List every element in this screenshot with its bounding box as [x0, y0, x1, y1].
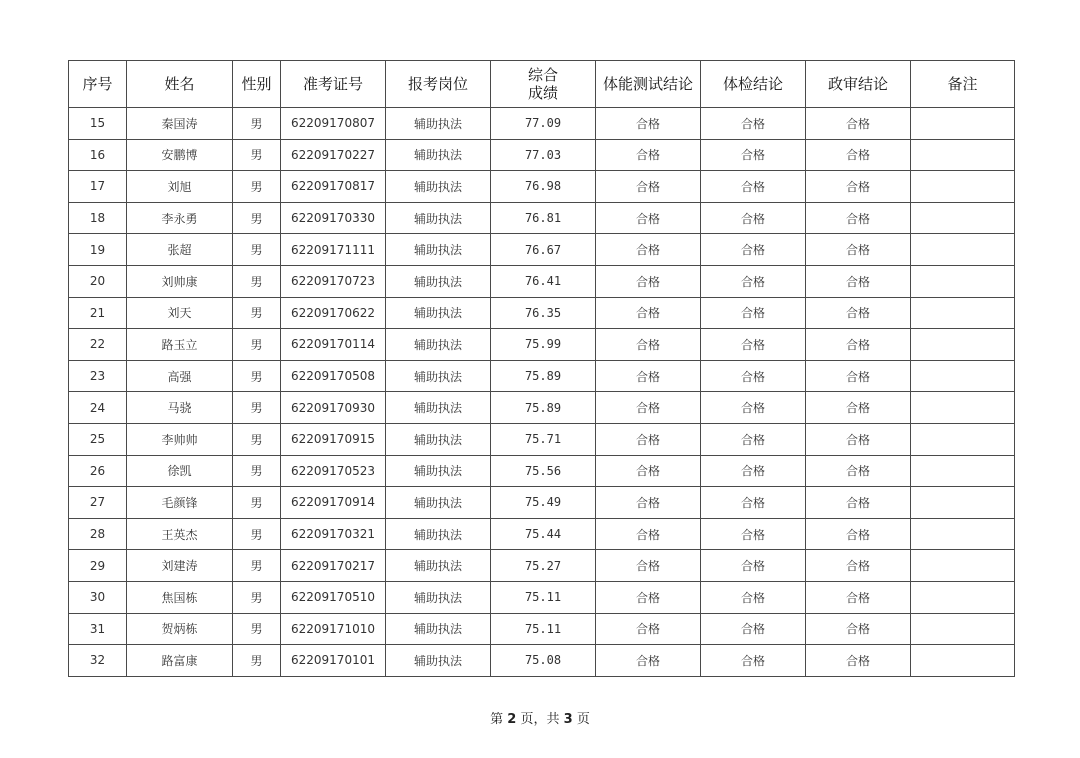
cell-seq: 27 [69, 487, 127, 519]
cell-medical: 合格 [701, 518, 806, 550]
cell-seq: 23 [69, 360, 127, 392]
cell-fitness: 合格 [596, 613, 701, 645]
cell-remarks [911, 392, 1015, 424]
cell-score: 75.56 [491, 455, 596, 487]
cell-remarks [911, 171, 1015, 203]
cell-remarks [911, 423, 1015, 455]
cell-position: 辅助执法 [386, 423, 491, 455]
header-seq: 序号 [69, 61, 127, 108]
cell-seq: 28 [69, 518, 127, 550]
cell-political: 合格 [806, 360, 911, 392]
header-gender: 性别 [233, 61, 281, 108]
cell-name: 焦国栋 [127, 581, 233, 613]
cell-remarks [911, 202, 1015, 234]
cell-political: 合格 [806, 645, 911, 677]
cell-medical: 合格 [701, 139, 806, 171]
cell-exam-id: 62209170321 [281, 518, 386, 550]
cell-name: 刘建涛 [127, 550, 233, 582]
cell-gender: 男 [233, 360, 281, 392]
table-row [69, 487, 1015, 519]
table-row [69, 423, 1015, 455]
cell-exam-id: 62209170807 [281, 108, 386, 140]
cell-gender: 男 [233, 392, 281, 424]
cell-medical: 合格 [701, 455, 806, 487]
cell-position: 辅助执法 [386, 581, 491, 613]
cell-exam-id: 62209170523 [281, 455, 386, 487]
cell-score: 75.11 [491, 581, 596, 613]
cell-medical: 合格 [701, 234, 806, 266]
cell-name: 路富康 [127, 645, 233, 677]
cell-gender: 男 [233, 234, 281, 266]
cell-exam-id: 62209170330 [281, 202, 386, 234]
cell-medical: 合格 [701, 613, 806, 645]
cell-position: 辅助执法 [386, 108, 491, 140]
cell-exam-id: 62209171111 [281, 234, 386, 266]
cell-gender: 男 [233, 645, 281, 677]
cell-fitness: 合格 [596, 360, 701, 392]
cell-fitness: 合格 [596, 329, 701, 361]
cell-gender: 男 [233, 265, 281, 297]
cell-exam-id: 62209170723 [281, 265, 386, 297]
cell-position: 辅助执法 [386, 265, 491, 297]
results-table [68, 60, 1015, 677]
cell-score: 75.44 [491, 518, 596, 550]
cell-fitness: 合格 [596, 392, 701, 424]
cell-seq: 16 [69, 139, 127, 171]
cell-gender: 男 [233, 171, 281, 203]
cell-fitness: 合格 [596, 234, 701, 266]
header-position: 报考岗位 [386, 61, 491, 108]
cell-score: 76.67 [491, 234, 596, 266]
cell-score: 75.71 [491, 423, 596, 455]
cell-fitness: 合格 [596, 202, 701, 234]
table-row [69, 297, 1015, 329]
cell-fitness: 合格 [596, 139, 701, 171]
cell-position: 辅助执法 [386, 171, 491, 203]
cell-remarks [911, 329, 1015, 361]
cell-medical: 合格 [701, 297, 806, 329]
cell-score: 77.03 [491, 139, 596, 171]
cell-position: 辅助执法 [386, 139, 491, 171]
cell-seq: 26 [69, 455, 127, 487]
header-political: 政审结论 [806, 61, 911, 108]
cell-score: 76.81 [491, 202, 596, 234]
cell-position: 辅助执法 [386, 645, 491, 677]
cell-fitness: 合格 [596, 297, 701, 329]
cell-position: 辅助执法 [386, 202, 491, 234]
cell-exam-id: 62209170622 [281, 297, 386, 329]
footer-middle: 页，共 [520, 712, 560, 727]
cell-name: 秦国涛 [127, 108, 233, 140]
cell-name: 徐凯 [127, 455, 233, 487]
footer-prefix: 第 [490, 712, 504, 727]
cell-gender: 男 [233, 518, 281, 550]
cell-score: 77.09 [491, 108, 596, 140]
cell-seq: 18 [69, 202, 127, 234]
cell-name: 李永勇 [127, 202, 233, 234]
cell-political: 合格 [806, 581, 911, 613]
table-row [69, 329, 1015, 361]
cell-position: 辅助执法 [386, 360, 491, 392]
cell-gender: 男 [233, 613, 281, 645]
cell-gender: 男 [233, 455, 281, 487]
cell-name: 毛颜锋 [127, 487, 233, 519]
cell-fitness: 合格 [596, 423, 701, 455]
header-fitness: 体能测试结论 [596, 61, 701, 108]
cell-political: 合格 [806, 518, 911, 550]
cell-fitness: 合格 [596, 265, 701, 297]
cell-medical: 合格 [701, 202, 806, 234]
cell-score: 75.08 [491, 645, 596, 677]
cell-position: 辅助执法 [386, 329, 491, 361]
cell-exam-id: 62209170114 [281, 329, 386, 361]
cell-position: 辅助执法 [386, 392, 491, 424]
header-exam-id: 准考证号 [281, 61, 386, 108]
cell-remarks [911, 234, 1015, 266]
cell-seq: 20 [69, 265, 127, 297]
cell-score: 75.99 [491, 329, 596, 361]
cell-name: 马骁 [127, 392, 233, 424]
cell-medical: 合格 [701, 487, 806, 519]
cell-remarks [911, 108, 1015, 140]
cell-seq: 32 [69, 645, 127, 677]
cell-gender: 男 [233, 581, 281, 613]
cell-gender: 男 [233, 139, 281, 171]
cell-gender: 男 [233, 423, 281, 455]
cell-political: 合格 [806, 202, 911, 234]
cell-political: 合格 [806, 423, 911, 455]
table-row [69, 265, 1015, 297]
header-medical: 体检结论 [701, 61, 806, 108]
footer-current-page: 2 [507, 712, 517, 727]
cell-exam-id: 62209170510 [281, 581, 386, 613]
cell-name: 王英杰 [127, 518, 233, 550]
cell-remarks [911, 360, 1015, 392]
cell-exam-id: 62209170817 [281, 171, 386, 203]
header-score [491, 61, 596, 108]
cell-exam-id: 62209170930 [281, 392, 386, 424]
cell-exam-id: 62209170101 [281, 645, 386, 677]
cell-position: 辅助执法 [386, 234, 491, 266]
cell-remarks [911, 297, 1015, 329]
cell-exam-id: 62209170217 [281, 550, 386, 582]
cell-medical: 合格 [701, 265, 806, 297]
cell-fitness: 合格 [596, 171, 701, 203]
cell-seq: 22 [69, 329, 127, 361]
cell-position: 辅助执法 [386, 550, 491, 582]
cell-name: 张超 [127, 234, 233, 266]
cell-name: 安鹏博 [127, 139, 233, 171]
header-score-line2: 成绩 [527, 84, 558, 102]
cell-fitness: 合格 [596, 645, 701, 677]
cell-seq: 15 [69, 108, 127, 140]
cell-fitness: 合格 [596, 518, 701, 550]
cell-medical: 合格 [701, 423, 806, 455]
cell-political: 合格 [806, 171, 911, 203]
cell-remarks [911, 581, 1015, 613]
cell-gender: 男 [233, 202, 281, 234]
table-row [69, 360, 1015, 392]
cell-political: 合格 [806, 297, 911, 329]
cell-medical: 合格 [701, 392, 806, 424]
table-row [69, 392, 1015, 424]
cell-score: 75.11 [491, 613, 596, 645]
table-row [69, 202, 1015, 234]
cell-gender: 男 [233, 550, 281, 582]
cell-exam-id: 62209171010 [281, 613, 386, 645]
cell-seq: 19 [69, 234, 127, 266]
cell-medical: 合格 [701, 329, 806, 361]
cell-score: 75.89 [491, 360, 596, 392]
cell-medical: 合格 [701, 581, 806, 613]
cell-political: 合格 [806, 265, 911, 297]
cell-name: 刘旭 [127, 171, 233, 203]
footer-total-pages: 3 [563, 712, 573, 727]
cell-gender: 男 [233, 329, 281, 361]
cell-gender: 男 [233, 297, 281, 329]
cell-fitness: 合格 [596, 455, 701, 487]
cell-medical: 合格 [701, 645, 806, 677]
cell-seq: 21 [69, 297, 127, 329]
cell-score: 75.49 [491, 487, 596, 519]
cell-political: 合格 [806, 455, 911, 487]
cell-political: 合格 [806, 108, 911, 140]
cell-position: 辅助执法 [386, 518, 491, 550]
cell-political: 合格 [806, 487, 911, 519]
cell-exam-id: 62209170914 [281, 487, 386, 519]
cell-medical: 合格 [701, 108, 806, 140]
cell-remarks [911, 550, 1015, 582]
header-score-line1: 综合 [527, 66, 558, 84]
cell-seq: 30 [69, 581, 127, 613]
table-row [69, 139, 1015, 171]
table-row [69, 613, 1015, 645]
cell-remarks [911, 139, 1015, 171]
table-row [69, 108, 1015, 140]
table-body [69, 108, 1015, 677]
cell-position: 辅助执法 [386, 487, 491, 519]
cell-position: 辅助执法 [386, 297, 491, 329]
table-row [69, 518, 1015, 550]
cell-medical: 合格 [701, 171, 806, 203]
cell-name: 刘天 [127, 297, 233, 329]
cell-political: 合格 [806, 234, 911, 266]
table-row [69, 455, 1015, 487]
cell-gender: 男 [233, 108, 281, 140]
footer-suffix: 页 [576, 712, 590, 727]
table-row [69, 171, 1015, 203]
cell-score: 76.41 [491, 265, 596, 297]
cell-fitness: 合格 [596, 550, 701, 582]
cell-political: 合格 [806, 329, 911, 361]
cell-seq: 17 [69, 171, 127, 203]
cell-seq: 29 [69, 550, 127, 582]
cell-remarks [911, 487, 1015, 519]
table-row [69, 550, 1015, 582]
cell-gender: 男 [233, 487, 281, 519]
cell-remarks [911, 613, 1015, 645]
cell-seq: 25 [69, 423, 127, 455]
cell-score: 76.98 [491, 171, 596, 203]
cell-fitness: 合格 [596, 108, 701, 140]
cell-exam-id: 62209170915 [281, 423, 386, 455]
cell-remarks [911, 455, 1015, 487]
cell-name: 路玉立 [127, 329, 233, 361]
cell-political: 合格 [806, 392, 911, 424]
cell-score: 76.35 [491, 297, 596, 329]
cell-fitness: 合格 [596, 581, 701, 613]
cell-remarks [911, 518, 1015, 550]
page-footer [0, 708, 1080, 727]
cell-medical: 合格 [701, 360, 806, 392]
cell-political: 合格 [806, 139, 911, 171]
header-name: 姓名 [127, 61, 233, 108]
cell-position: 辅助执法 [386, 613, 491, 645]
header-remarks: 备注 [911, 61, 1015, 108]
cell-name: 高强 [127, 360, 233, 392]
cell-political: 合格 [806, 550, 911, 582]
cell-medical: 合格 [701, 550, 806, 582]
table-header-row [69, 61, 1015, 108]
cell-exam-id: 62209170227 [281, 139, 386, 171]
table-row [69, 581, 1015, 613]
cell-fitness: 合格 [596, 487, 701, 519]
cell-seq: 31 [69, 613, 127, 645]
table-row [69, 645, 1015, 677]
table-row [69, 234, 1015, 266]
cell-political: 合格 [806, 613, 911, 645]
cell-exam-id: 62209170508 [281, 360, 386, 392]
cell-name: 贺炳栋 [127, 613, 233, 645]
cell-score: 75.27 [491, 550, 596, 582]
cell-score: 75.89 [491, 392, 596, 424]
cell-seq: 24 [69, 392, 127, 424]
cell-remarks [911, 645, 1015, 677]
cell-position: 辅助执法 [386, 455, 491, 487]
cell-remarks [911, 265, 1015, 297]
cell-name: 刘帅康 [127, 265, 233, 297]
cell-name: 李帅帅 [127, 423, 233, 455]
